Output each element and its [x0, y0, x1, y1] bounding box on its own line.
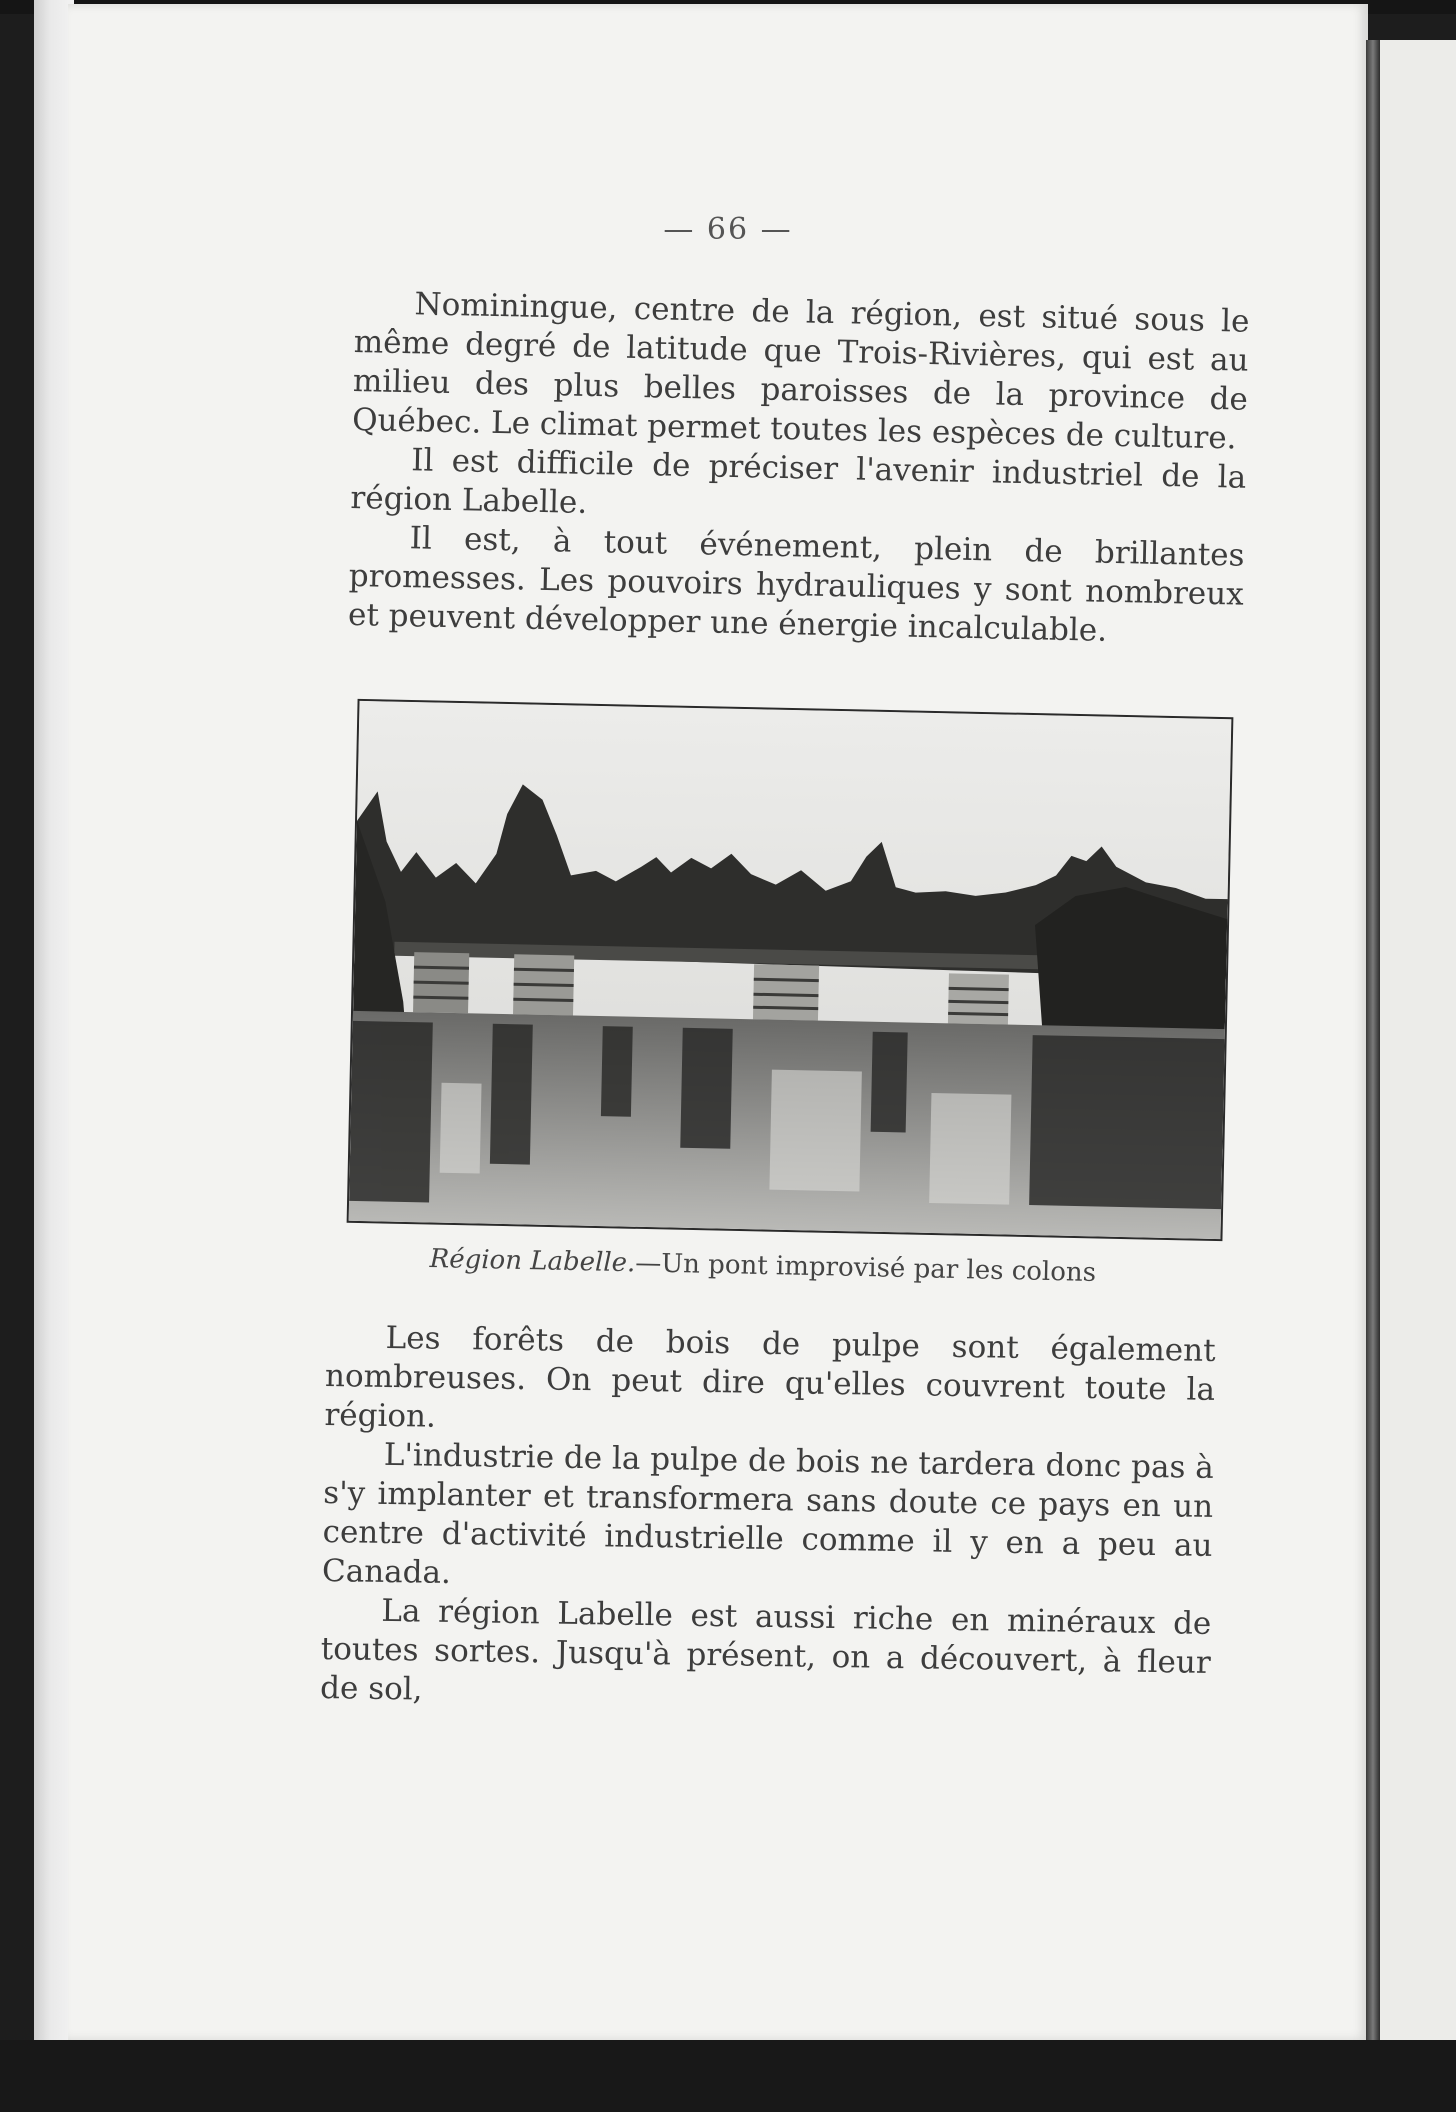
paragraph: Il est, à tout événement, plein de brillantes promesses. Les pouvoirs hydrauliques y sont nombreux et peuvent développer une énergie incalculable.	[347, 520, 1245, 649]
bridge-photograph	[347, 699, 1234, 1241]
caption-place-name: Région Labelle.	[429, 1244, 636, 1279]
facing-page-edge	[1380, 40, 1456, 2040]
paragraph: La région Labelle est aussi riche en minéraux de toutes sortes. Jusqu'à présent, on a découvert, à fleur de sol,	[319, 1592, 1212, 1708]
scan-background-bottom	[0, 2040, 1456, 2112]
book-gutter	[1366, 40, 1380, 2040]
bridge-photo-image	[349, 701, 1232, 1239]
paragraph: Nominingue, centre de la région, est situé sous le même degré de latitude que Trois-Rivières, qui est au milieu des plus belles paroisses de la province de Québec. Le climat permet toutes les espèces de culture.	[351, 286, 1250, 457]
paragraph: L'industrie de la pulpe de bois ne tardera donc pas à s'y implanter et transformera sans doute ce pays en un centre d'activité industrielle comme il y en a peu au Canada.	[321, 1436, 1215, 1591]
paragraph: Il est difficile de préciser l'avenir industriel de la région Labelle.	[350, 442, 1247, 521]
caption-description: —Un pont improvisé par les colons	[634, 1248, 1097, 1288]
page-number: — 66 —	[663, 212, 793, 247]
paragraph: Les forêts de bois de pulpe sont également nombreuses. On peut dire qu'elles couvrent toute la région.	[324, 1319, 1216, 1435]
top-text-block	[348, 284, 1250, 654]
bottom-text-block	[320, 1318, 1216, 1722]
